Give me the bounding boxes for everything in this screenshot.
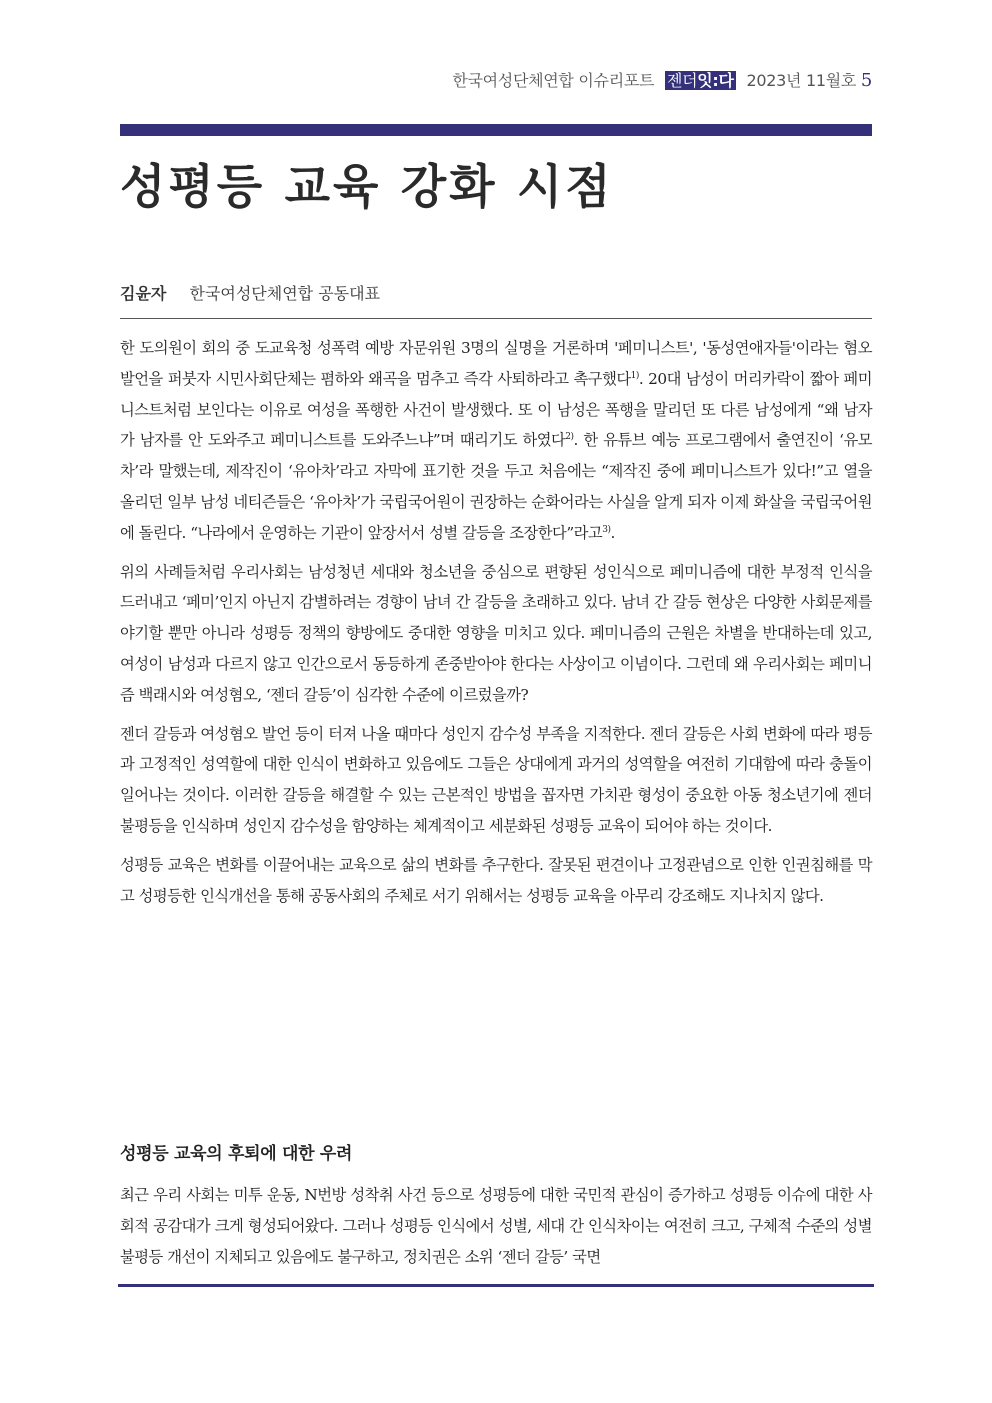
footnote-ref-2[interactable]: 2) [565, 432, 574, 443]
article-body [120, 333, 872, 919]
page-number: 5 [860, 70, 872, 91]
header-org: 한국여성단체연합 이슈리포트 [452, 71, 655, 90]
paragraph-2: 위의 사례들처럼 우리사회는 남성청년 세대와 청소년을 중심으로 편향된 성인식으로 페미니즘에 대한 부정적 인식을 드러내고 ‘페미’인지 아닌지 감별하려는 경향이 남녀 간 갈등을 초래하고 있다. 남녀 간 갈등 현상은 다양한 사회문제를 야기할 뿐만 아니라 성평등 정책의 향방에도 중대한 영향을 미치고 있다. 페미니즘의 근원은 차별을 반대하는데 있고, 여성이 남성과 다르지 않고 인간으로서 동등하게 존중받아야 한다는 사상이고 이념이다. 그런데 왜 우리사회는 페미니즘 백래시와 여성혐오, ‘젠더 갈등’이 심각한 수준에 이르렀을까? [120, 562, 872, 704]
section-paragraph: 최근 우리 사회는 미투 운동, N번방 성착취 사건 등으로 성평등에 대한 국민적 관심이 증가하고 성평등 이슈에 대한 사회적 공감대가 크게 형성되어왔다. 그러나 성평등 인식에서 성별, 세대 간 인식차이는 여전히 크고, 구체적 수준의 성별 불평등 개선이 지체되고 있음에도 불구하고, 정치권은 소위 ‘젠더 갈등’ 국면 [120, 1186, 872, 1266]
author-role: 한국여성단체연합 공동대표 [189, 284, 381, 303]
footnote-ref-3[interactable]: 3) [602, 524, 611, 535]
page-header [452, 68, 872, 91]
title-top-bar [120, 124, 872, 136]
author-divider [120, 318, 872, 319]
section-body [120, 1180, 872, 1272]
paragraph-1: 한 도의원이 회의 중 도교육청 성폭력 예방 자문위원 3명의 실명을 거론하며 '페미니스트', '동성연애자들'이라는 혐오 발언을 퍼붓자 시민사회단체는 폄하와 왜곡을 멈추고 즉각 사퇴하라고 촉구했다$^{1)}$. 20대 남성이 머리카락이 짧아 페미니스트처럼 보인다는 이유로 여성을 폭행한 사건이 발생했다. 또 이 남성은 폭행을 말리던 또 다른 남성에게 “왜 남자가 남자를 안 도와주고 페미니스트를 도와주느냐”며 때리기도 하였다$^{2)}$. 한 유튜브 예능 프로그램에서 출연진이 ‘유모차’라 말했는데, 제작진이 ‘유아차’라고 자막에 표기한 것을 두고 처음에는 “제작진 중에 페미니스트가 있다!”고 열을 올리던 일부 남성 네티즌들은 ‘유아차’가 국립국어원이 권장하는 순화어라는 사실을 알게 되자 이제 화살을 국립국어원에 돌린다. “나라에서 운영하는 기관이 앞장서서 성별 갈등을 조장한다”라고$^{3)}$. [120, 339, 873, 542]
footnote-ref-1[interactable]: 1) [630, 370, 639, 381]
author-line [120, 281, 380, 304]
header-brand-logo: 젠더잇:다 [666, 71, 734, 90]
bottom-divider [118, 1284, 874, 1287]
paragraph-4: 성평등 교육은 변화를 이끌어내는 교육으로 삶의 변화를 추구한다. 잘못된 편견이나 고정관념으로 인한 인권침해를 막고 성평등한 인식개선을 통해 공동사회의 주체로 서기 위해서는 성평등 교육을 아무리 강조해도 지나치지 않다. [120, 855, 872, 905]
header-issue: 2023년 11월호 [746, 71, 857, 90]
section-heading: 성평등 교육의 후퇴에 대한 우려 [120, 1144, 353, 1164]
article-title: 성평등 교육 강화 시점 [120, 160, 614, 215]
author-name: 김윤자 [120, 284, 167, 303]
paragraph-3: 젠더 갈등과 여성혐오 발언 등이 터져 나올 때마다 성인지 감수성 부족을 지적한다. 젠더 갈등은 사회 변화에 따라 평등과 고정적인 성역할에 대한 인식이 변화하고 있음에도 그들은 상대에게 과거의 성역할을 여전히 기대함에 따라 충돌이 일어나는 것이다. 이러한 갈등을 해결할 수 있는 근본적인 방법을 꼽자면 가치관 형성이 중요한 아동 청소년기에 젠더 불평등을 인식하며 성인지 감수성을 함양하는 체계적이고 세분화된 성평등 교육이 되어야 하는 것이다. [120, 724, 872, 835]
